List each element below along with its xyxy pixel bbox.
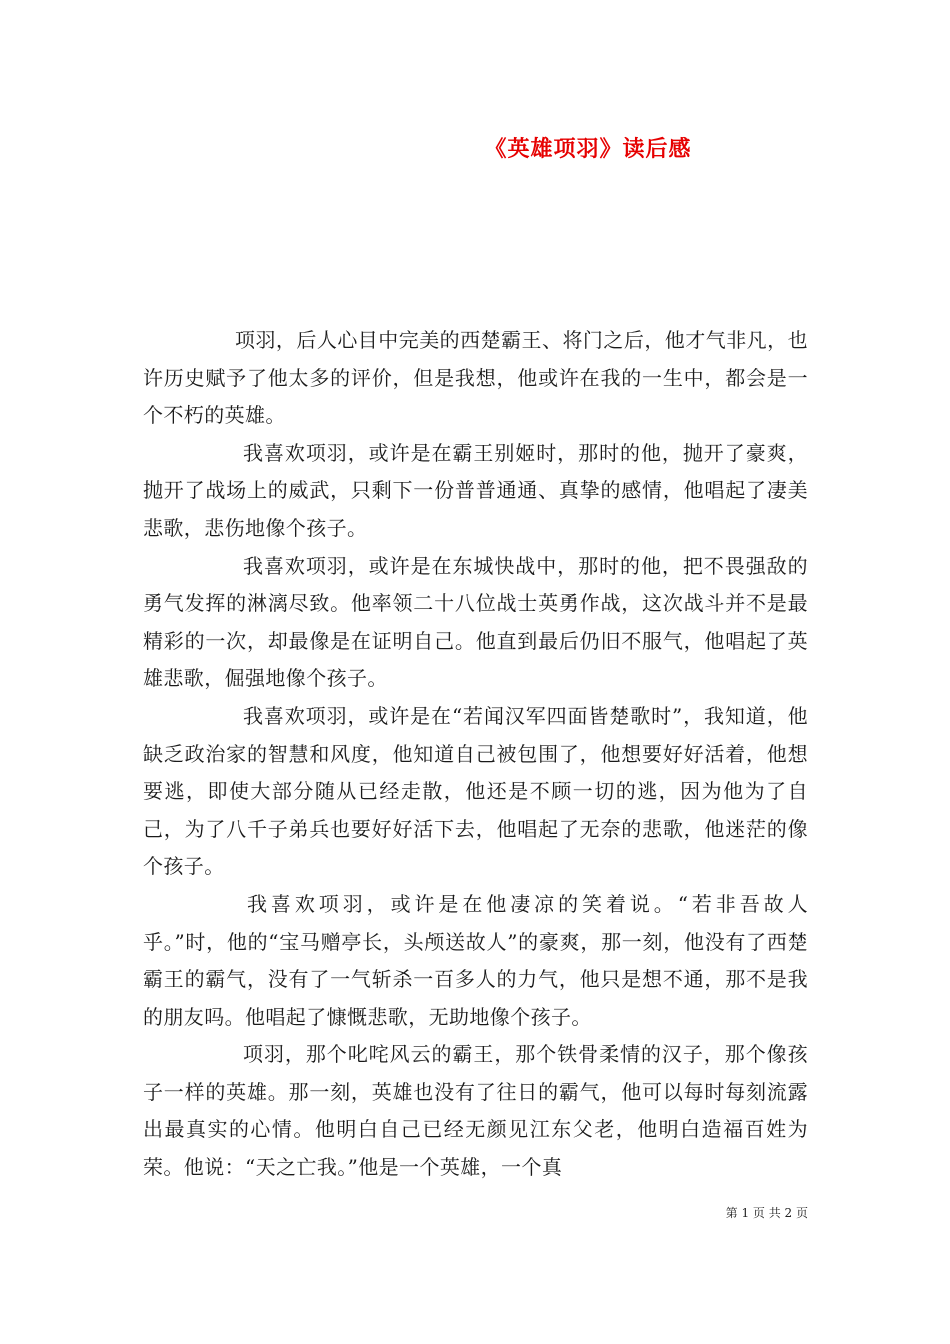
paragraph-3: 我喜欢项羽，或许是在东城快战中，那时的他，把不畏强敌的勇气发挥的淋漓尽致。他率领二十八位战士英勇作战，这次战斗并不是最精彩的一次，却最像是在证明自己。他直到最后仍旧不服气，他唱起了英雄悲歌，倔强地像个孩子。 [143, 553, 808, 691]
page-number-footer: 第 1 页 共 2 页 [725, 1206, 808, 1220]
paragraph-5: 我喜欢项羽，或许是在他凄凉的笑着说。“若非吾故人乎。”时，他的“宝马赠亭长，头颅送故人”的豪爽，那一刻，他没有了西楚霸王的霸气，没有了一气斩杀一百多人的力气，他只是想不通，那不是我的朋友吗。他唱起了慷慨悲歌，无助地像个孩子。 [143, 891, 808, 1029]
paragraph-4: 我喜欢项羽，或许是在“若闻汉军四面皆楚歌时”，我知道，他缺乏政治家的智慧和风度，他知道自己被包围了，他想要好好活着，他想要逃，即使大部分随从已经走散，他还是不顾一切的逃，因为他为了自己，为了八千子弟兵也要好好活下去，他唱起了无奈的悲歌，他迷茫的像个孩子。 [143, 703, 808, 879]
document-body [143, 322, 808, 1187]
paragraph-6: 项羽，那个叱咤风云的霸王，那个铁骨柔情的汉子，那个像孩子一样的英雄。那一刻，英雄也没有了往日的霸气，他可以每时每刻流露出最真实的心情。他明白自己已经无颜见江东父老，他明白造福百姓为荣。他说：“天之亡我。”他是一个英雄，一个真 [143, 1042, 808, 1180]
document-title: 《英雄项羽》读后感 [484, 136, 692, 162]
paragraph-1: 项羽，后人心目中完美的西楚霸王、将门之后，他才气非凡，也许历史赋予了他太多的评价，但是我想，他或许在我的一生中，都会是一个不朽的英雄。 [143, 328, 808, 428]
paragraph-2: 我喜欢项羽，或许是在霸王别姬时，那时的他，抛开了豪爽，抛开了战场上的威武，只剩下一份普普通通、真挚的感情，他唱起了凄美悲歌，悲伤地像个孩子。 [143, 440, 808, 540]
